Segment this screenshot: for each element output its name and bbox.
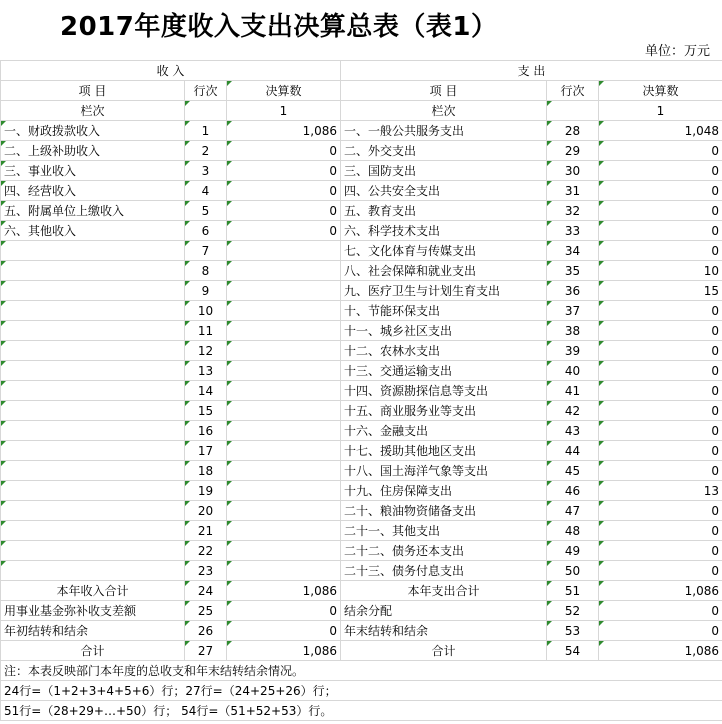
- income-amount[interactable]: 0: [227, 221, 341, 241]
- income-item-name[interactable]: [1, 321, 185, 341]
- income-summary-amount[interactable]: 0: [227, 601, 341, 621]
- expense-amount[interactable]: 0: [599, 321, 722, 341]
- income-row-number[interactable]: 20: [185, 501, 227, 521]
- lanci-row: [1, 101, 722, 121]
- summary-row: [1, 581, 722, 601]
- income-row-number[interactable]: 8: [185, 261, 227, 281]
- table-row: [1, 121, 722, 141]
- expense-item-name[interactable]: 十、节能环保支出: [341, 301, 547, 321]
- income-row-number[interactable]: 12: [185, 341, 227, 361]
- expense-summary-name[interactable]: 合计: [341, 641, 547, 661]
- budget-table: [0, 60, 722, 721]
- expense-item-name[interactable]: 十三、交通运输支出: [341, 361, 547, 381]
- expense-item-name[interactable]: 二十一、其他支出: [341, 521, 547, 541]
- table-row: [1, 261, 722, 281]
- expense-amount[interactable]: 0: [599, 541, 722, 561]
- table-row: [1, 281, 722, 301]
- income-row-number[interactable]: 1: [185, 121, 227, 141]
- column-header-row: [1, 81, 722, 101]
- expense-group-header[interactable]: 支 出: [341, 61, 722, 81]
- expense-amount[interactable]: 0: [599, 201, 722, 221]
- expense-row-number[interactable]: 50: [547, 561, 599, 581]
- expense-item-name[interactable]: 七、文化体育与传媒支出: [341, 241, 547, 261]
- expense-summary-row[interactable]: 53: [547, 621, 599, 641]
- income-item-name[interactable]: [1, 361, 185, 381]
- unit-label: 单位：万元: [644, 44, 710, 59]
- table-row: [1, 161, 722, 181]
- expense-item-name[interactable]: 十一、城乡社区支出: [341, 321, 547, 341]
- expense-summary-amount[interactable]: 1,086: [599, 581, 722, 601]
- income-item-name[interactable]: 六、其他收入: [1, 221, 185, 241]
- expense-lanci-blank[interactable]: [547, 101, 599, 121]
- income-amount[interactable]: [227, 281, 341, 301]
- income-row-number[interactable]: 14: [185, 381, 227, 401]
- income-amount[interactable]: [227, 401, 341, 421]
- expense-lanci-number[interactable]: 1: [599, 101, 722, 121]
- expense-row-number[interactable]: 46: [547, 481, 599, 501]
- income-row-number[interactable]: 13: [185, 361, 227, 381]
- income-item-name[interactable]: [1, 401, 185, 421]
- expense-row-number[interactable]: 36: [547, 281, 599, 301]
- income-amount[interactable]: [227, 341, 341, 361]
- income-summary-row[interactable]: 26: [185, 621, 227, 641]
- income-item-name[interactable]: [1, 441, 185, 461]
- income-amount[interactable]: 0: [227, 141, 341, 161]
- income-item-name[interactable]: [1, 481, 185, 501]
- expense-amount[interactable]: 13: [599, 481, 722, 501]
- note-row: [1, 681, 722, 701]
- income-amount[interactable]: [227, 421, 341, 441]
- expense-item-name[interactable]: 十七、援助其他地区支出: [341, 441, 547, 461]
- expense-summary-amount[interactable]: 0: [599, 601, 722, 621]
- note-text[interactable]: 注：本表反映部门本年度的总收支和年末结转结余情况。: [1, 661, 722, 681]
- income-row-number[interactable]: 2: [185, 141, 227, 161]
- income-amount[interactable]: 0: [227, 201, 341, 221]
- income-amount[interactable]: [227, 301, 341, 321]
- income-row-number[interactable]: 7: [185, 241, 227, 261]
- expense-row-number[interactable]: 32: [547, 201, 599, 221]
- expense-item-name[interactable]: 二十、粮油物资储备支出: [341, 501, 547, 521]
- expense-summary-amount[interactable]: 0: [599, 621, 722, 641]
- income-row-header[interactable]: 行次: [185, 81, 227, 101]
- expense-amount[interactable]: 0: [599, 441, 722, 461]
- income-amount[interactable]: [227, 241, 341, 261]
- income-summary-row[interactable]: 25: [185, 601, 227, 621]
- income-item-header[interactable]: 项 目: [1, 81, 185, 101]
- expense-summary-amount[interactable]: 1,086: [599, 641, 722, 661]
- table-row: [1, 201, 722, 221]
- expense-item-name[interactable]: 四、公共安全支出: [341, 181, 547, 201]
- summary-row: [1, 601, 722, 621]
- expense-row-number[interactable]: 42: [547, 401, 599, 421]
- expense-item-name[interactable]: 二、外交支出: [341, 141, 547, 161]
- expense-item-name[interactable]: 十二、农林水支出: [341, 341, 547, 361]
- expense-row-number[interactable]: 29: [547, 141, 599, 161]
- income-item-name[interactable]: [1, 281, 185, 301]
- page-title: 2017年度收入支出决算总表（表1）: [60, 12, 498, 42]
- income-row-number[interactable]: 11: [185, 321, 227, 341]
- expense-item-name[interactable]: 十六、金融支出: [341, 421, 547, 441]
- expense-item-name[interactable]: 二十三、债务付息支出: [341, 561, 547, 581]
- expense-row-number[interactable]: 48: [547, 521, 599, 541]
- expense-row-number[interactable]: 45: [547, 461, 599, 481]
- income-amount[interactable]: [227, 381, 341, 401]
- table-row: [1, 241, 722, 261]
- income-summary-amount[interactable]: 0: [227, 621, 341, 641]
- income-item-name[interactable]: [1, 561, 185, 581]
- income-amount[interactable]: 0: [227, 181, 341, 201]
- income-lanci-label[interactable]: 栏次: [1, 101, 185, 121]
- table-row: [1, 541, 722, 561]
- income-row-number[interactable]: 10: [185, 301, 227, 321]
- income-item-name[interactable]: [1, 421, 185, 441]
- table-row: [1, 321, 722, 341]
- table-row: [1, 221, 722, 241]
- expense-amount[interactable]: 0: [599, 361, 722, 381]
- expense-lanci-label[interactable]: 栏次: [341, 101, 547, 121]
- summary-row: [1, 621, 722, 641]
- expense-row-number[interactable]: 44: [547, 441, 599, 461]
- expense-row-header[interactable]: 行次: [547, 81, 599, 101]
- expense-amount[interactable]: 0: [599, 341, 722, 361]
- expense-item-header[interactable]: 项 目: [341, 81, 547, 101]
- income-row-number[interactable]: 5: [185, 201, 227, 221]
- income-summary-name[interactable]: 年初结转和结余: [1, 621, 185, 641]
- income-item-name[interactable]: 二、上级补助收入: [1, 141, 185, 161]
- note-text[interactable]: 51行=（28+29+…+50）行； 54行=（51+52+53）行。: [1, 701, 722, 721]
- income-row-number[interactable]: 4: [185, 181, 227, 201]
- income-item-name[interactable]: [1, 541, 185, 561]
- table-row: [1, 441, 722, 461]
- expense-amount-header[interactable]: 决算数: [599, 81, 722, 101]
- expense-item-name[interactable]: 十四、资源勘探信息等支出: [341, 381, 547, 401]
- expense-row-number[interactable]: 39: [547, 341, 599, 361]
- expense-item-name[interactable]: 二十二、债务还本支出: [341, 541, 547, 561]
- expense-row-number[interactable]: 43: [547, 421, 599, 441]
- table-row: [1, 561, 722, 581]
- income-amount[interactable]: [227, 321, 341, 341]
- expense-item-name[interactable]: 六、科学技术支出: [341, 221, 547, 241]
- table-row: [1, 501, 722, 521]
- income-item-name[interactable]: [1, 521, 185, 541]
- income-summary-name[interactable]: 合计: [1, 641, 185, 661]
- expense-row-number[interactable]: 33: [547, 221, 599, 241]
- expense-row-number[interactable]: 28: [547, 121, 599, 141]
- expense-item-name[interactable]: 五、教育支出: [341, 201, 547, 221]
- income-summary-name[interactable]: 用事业基金弥补收支差额: [1, 601, 185, 621]
- expense-amount[interactable]: 0: [599, 561, 722, 581]
- income-amount[interactable]: [227, 481, 341, 501]
- expense-item-name[interactable]: 三、国防支出: [341, 161, 547, 181]
- income-summary-name[interactable]: 本年收入合计: [1, 581, 185, 601]
- expense-amount[interactable]: 0: [599, 381, 722, 401]
- table-row: [1, 421, 722, 441]
- table-row: [1, 521, 722, 541]
- expense-row-number[interactable]: 40: [547, 361, 599, 381]
- expense-amount[interactable]: 0: [599, 241, 722, 261]
- income-item-name[interactable]: [1, 341, 185, 361]
- expense-item-name[interactable]: 十九、住房保障支出: [341, 481, 547, 501]
- income-amount[interactable]: [227, 501, 341, 521]
- summary-row: [1, 641, 722, 661]
- income-row-number[interactable]: 23: [185, 561, 227, 581]
- income-item-name[interactable]: [1, 461, 185, 481]
- expense-item-name[interactable]: 十五、商业服务业等支出: [341, 401, 547, 421]
- expense-summary-name[interactable]: 本年支出合计: [341, 581, 547, 601]
- table-row: [1, 301, 722, 321]
- income-amount[interactable]: 0: [227, 161, 341, 181]
- table-row: [1, 481, 722, 501]
- income-lanci-blank[interactable]: [185, 101, 227, 121]
- income-amount[interactable]: [227, 441, 341, 461]
- income-row-number[interactable]: 9: [185, 281, 227, 301]
- expense-row-number[interactable]: 35: [547, 261, 599, 281]
- expense-summary-row[interactable]: 51: [547, 581, 599, 601]
- income-row-number[interactable]: 15: [185, 401, 227, 421]
- income-item-name[interactable]: 五、附属单位上缴收入: [1, 201, 185, 221]
- expense-amount[interactable]: 0: [599, 181, 722, 201]
- income-summary-amount[interactable]: 1,086: [227, 641, 341, 661]
- expense-amount[interactable]: 0: [599, 161, 722, 181]
- expense-row-number[interactable]: 38: [547, 321, 599, 341]
- income-item-name[interactable]: 一、财政拨款收入: [1, 121, 185, 141]
- expense-amount[interactable]: 0: [599, 421, 722, 441]
- expense-amount[interactable]: 0: [599, 401, 722, 421]
- income-row-number[interactable]: 18: [185, 461, 227, 481]
- income-lanci-number[interactable]: 1: [227, 101, 341, 121]
- income-item-name[interactable]: [1, 381, 185, 401]
- expense-row-number[interactable]: 49: [547, 541, 599, 561]
- expense-item-name[interactable]: 一、一般公共服务支出: [341, 121, 547, 141]
- income-row-number[interactable]: 16: [185, 421, 227, 441]
- expense-amount[interactable]: 0: [599, 301, 722, 321]
- expense-item-name[interactable]: 八、社会保障和就业支出: [341, 261, 547, 281]
- expense-summary-row[interactable]: 54: [547, 641, 599, 661]
- income-summary-row[interactable]: 27: [185, 641, 227, 661]
- income-item-name[interactable]: 四、经营收入: [1, 181, 185, 201]
- table-row: [1, 341, 722, 361]
- income-row-number[interactable]: 6: [185, 221, 227, 241]
- table-row: [1, 361, 722, 381]
- expense-summary-name[interactable]: 结余分配: [341, 601, 547, 621]
- expense-row-number[interactable]: 34: [547, 241, 599, 261]
- table-row: [1, 461, 722, 481]
- income-amount[interactable]: [227, 461, 341, 481]
- group-header-row: [1, 61, 722, 81]
- income-row-number[interactable]: 17: [185, 441, 227, 461]
- expense-item-name[interactable]: 九、医疗卫生与计划生育支出: [341, 281, 547, 301]
- expense-summary-row[interactable]: 52: [547, 601, 599, 621]
- income-row-number[interactable]: 3: [185, 161, 227, 181]
- note-row: [1, 701, 722, 721]
- income-amount-header[interactable]: 决算数: [227, 81, 341, 101]
- income-item-name[interactable]: [1, 261, 185, 281]
- income-item-name[interactable]: [1, 301, 185, 321]
- expense-row-number[interactable]: 41: [547, 381, 599, 401]
- expense-item-name[interactable]: 十八、国土海洋气象等支出: [341, 461, 547, 481]
- note-text[interactable]: 24行=（1+2+3+4+5+6）行；27行=（24+25+26）行；: [1, 681, 722, 701]
- expense-amount[interactable]: 0: [599, 141, 722, 161]
- income-item-name[interactable]: 三、事业收入: [1, 161, 185, 181]
- income-row-number[interactable]: 19: [185, 481, 227, 501]
- income-amount[interactable]: 1,086: [227, 121, 341, 141]
- income-summary-amount[interactable]: 1,086: [227, 581, 341, 601]
- table-row: [1, 181, 722, 201]
- income-amount[interactable]: [227, 361, 341, 381]
- income-amount[interactable]: [227, 261, 341, 281]
- expense-row-number[interactable]: 31: [547, 181, 599, 201]
- expense-amount[interactable]: 0: [599, 521, 722, 541]
- expense-amount[interactable]: 15: [599, 281, 722, 301]
- expense-amount[interactable]: 10: [599, 261, 722, 281]
- income-amount[interactable]: [227, 561, 341, 581]
- expense-amount[interactable]: 1,048: [599, 121, 722, 141]
- income-amount[interactable]: [227, 541, 341, 561]
- expense-row-number[interactable]: 30: [547, 161, 599, 181]
- income-row-number[interactable]: 21: [185, 521, 227, 541]
- table-row: [1, 381, 722, 401]
- income-amount[interactable]: [227, 521, 341, 541]
- income-summary-row[interactable]: 24: [185, 581, 227, 601]
- income-item-name[interactable]: [1, 501, 185, 521]
- note-row: [1, 661, 722, 681]
- table-row: [1, 401, 722, 421]
- expense-amount[interactable]: 0: [599, 501, 722, 521]
- expense-row-number[interactable]: 37: [547, 301, 599, 321]
- income-row-number[interactable]: 22: [185, 541, 227, 561]
- income-group-header[interactable]: 收 入: [1, 61, 341, 81]
- table-row: [1, 141, 722, 161]
- expense-amount[interactable]: 0: [599, 461, 722, 481]
- income-item-name[interactable]: [1, 241, 185, 261]
- expense-row-number[interactable]: 47: [547, 501, 599, 521]
- expense-amount[interactable]: 0: [599, 221, 722, 241]
- expense-summary-name[interactable]: 年末结转和结余: [341, 621, 547, 641]
